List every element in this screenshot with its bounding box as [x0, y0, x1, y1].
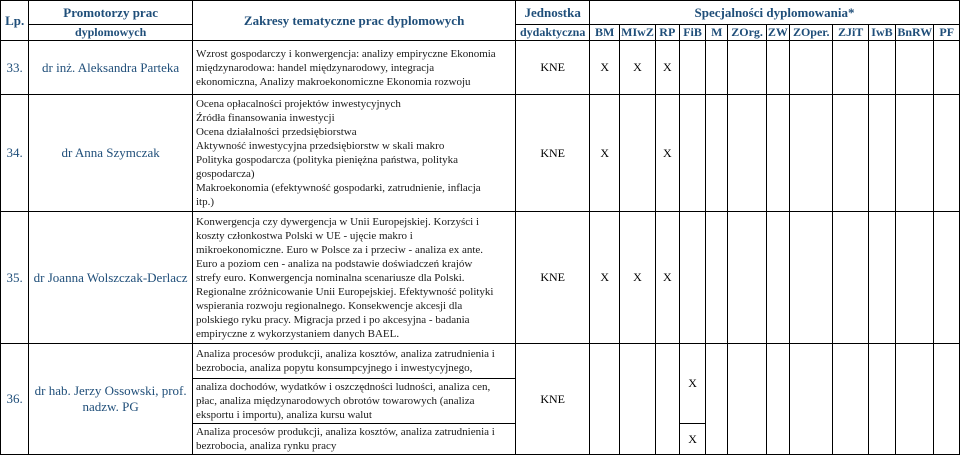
topic-line: Ocena działalności przedsiębiorstwa [195, 126, 357, 138]
spec-code: ZJiT [833, 25, 868, 41]
topic-line: Polityka gospodarcza (polityka pieniężna państwa, polityka [195, 154, 459, 166]
empty-cell [655, 344, 679, 455]
empty-cell [934, 95, 960, 212]
topic-line: Analiza procesów produkcji, analiza kosztów, analiza zatrudnienia i [195, 426, 495, 438]
topic-line: Euro a poziom cen - analiza na podstawie doświadczeń krajów [195, 257, 473, 270]
empty-cell [934, 41, 960, 95]
empty-cell [620, 95, 655, 212]
empty-cell [896, 95, 934, 212]
topic-line: mikroekonomiczne. Euro w Polsce za i przeciw - analiza ex ante. [195, 243, 484, 256]
empty-cell [728, 95, 766, 212]
spec-code: ZW [767, 25, 788, 39]
header-jednostka: Jednostka [516, 1, 590, 25]
empty-cell [896, 41, 934, 95]
topic-line: międzynarodowa: handel międzynarodowy, integracja [195, 61, 435, 74]
empty-cell [833, 212, 868, 344]
topic-line: koszty członkostwa Polski w UE - ujęcie makro i [195, 229, 413, 242]
spec-code: PF [934, 25, 960, 41]
topic-line: itp.) [195, 196, 214, 208]
empty-cell [766, 95, 789, 212]
topics-cell [192, 344, 515, 379]
topic-line: analiza dochodów, wydatków i oszczędności ludności, analiza cen, [195, 381, 491, 393]
mark-cell: X [679, 344, 705, 424]
mark-cell: X [655, 41, 679, 95]
mark-cell: X [590, 41, 620, 95]
topic-line: Regionalne zróżnicowanie Unii Europejskiej. Efektywność polityki [195, 285, 494, 298]
empty-cell [833, 41, 868, 95]
empty-cell [766, 41, 789, 95]
empty-cell [706, 41, 728, 95]
mark-cell: X [590, 212, 620, 344]
topic-line: bezrobocia, analiza popytu konsumpcyjnego i inwestycyjnego, [195, 362, 473, 374]
topics-cell [192, 41, 515, 95]
promotor-name: dr Joanna Wolszczak-Derlacz [29, 212, 193, 344]
header-lp: Lp. [1, 1, 29, 41]
topic-line: Konwergencja czy dywergencja w Unii Europejskiej. Korzyści i [195, 215, 480, 228]
topics-cell [192, 379, 515, 424]
row-number: 35. [1, 212, 29, 344]
table-row [1, 344, 960, 379]
topic-line: polskiego ryku pracy. Migracja przed i po akcesyjna - badania [195, 313, 470, 326]
spec-code: ZOper. [790, 25, 833, 41]
empty-cell [706, 344, 728, 455]
empty-cell [766, 344, 789, 455]
mark-cell: X [620, 41, 655, 95]
topic-line: empiryczne z wykorzystaniem danych BAEL. [195, 327, 400, 340]
header-promotor: Promotorzy prac [29, 1, 193, 25]
empty-cell [728, 41, 766, 95]
row-number: 36. [1, 344, 29, 455]
spec-code: RP [655, 25, 679, 41]
empty-cell [790, 95, 833, 212]
topic-line: Aktywność inwestycyjna przedsiębiorstw w skali makro [195, 140, 445, 152]
mark-cell: X [679, 424, 705, 455]
empty-cell [896, 344, 934, 455]
promotor-name-line: nadzw. PG [82, 399, 139, 414]
empty-cell [790, 212, 833, 344]
empty-cell [896, 212, 934, 344]
empty-cell [868, 212, 895, 344]
topic-line: ekonomiczna, Analizy makroekonomiczne Ekonomia rozwoju [195, 75, 471, 88]
jednostka-cell: KNE [516, 212, 590, 344]
spec-code: FiB [679, 25, 705, 41]
table-row [1, 95, 960, 212]
empty-cell [766, 212, 789, 344]
empty-cell [790, 41, 833, 95]
topic-line: Analiza procesów produkcji, analiza kosztów, analiza zatrudnienia i [195, 348, 495, 360]
empty-cell [868, 344, 895, 455]
empty-cell [679, 212, 705, 344]
promotor-name-line: dr hab. Jerzy Ossowski, prof. [34, 383, 187, 398]
header-specjalnosci: Specjalności dyplomowania* [590, 1, 960, 25]
topics-cell [192, 95, 515, 212]
topic-line: Makroekonomia (efektywność gospodarki, zatrudnienie, inflacja [195, 182, 481, 194]
empty-cell [833, 95, 868, 212]
spec-code: BM [590, 25, 620, 41]
topic-line: eksportu i importu), analiza kursu walut [195, 409, 372, 421]
empty-cell [706, 95, 728, 212]
spec-code: BnRW [897, 25, 933, 39]
empty-cell [833, 344, 868, 455]
spec-code: MIwZ [621, 25, 654, 39]
empty-cell [679, 41, 705, 95]
empty-cell [790, 344, 833, 455]
empty-cell [590, 344, 620, 455]
topic-line: bezrobocia, analiza rynku pracy [195, 440, 337, 452]
topic-line: strefy euro. Konwergencja nominalna scenariusze dla Polski. [195, 271, 465, 284]
topic-line: gospodarcza) [195, 168, 255, 180]
mark-cell: X [655, 95, 679, 212]
topics-cell [192, 424, 515, 455]
empty-cell [620, 344, 655, 455]
row-number: 34. [1, 95, 29, 212]
promotor-name [29, 344, 193, 455]
mark-cell: X [620, 212, 655, 344]
promotor-name: dr inż. Aleksandra Parteka [29, 41, 193, 95]
table-row [1, 41, 960, 95]
row-number: 33. [1, 41, 29, 95]
topics-cell [192, 212, 515, 344]
spec-code: M [706, 25, 728, 41]
empty-cell [934, 344, 960, 455]
header-promotor-sub: dyplomowych [29, 25, 193, 41]
topic-line: wspierania rozwoju regionalnego. Konsekwencje akcesji dla [195, 299, 463, 312]
mark-cell: X [655, 212, 679, 344]
spec-code: ZOrg. [728, 25, 766, 41]
jednostka-cell: KNE [516, 95, 590, 212]
empty-cell [706, 212, 728, 344]
spec-code: IwB [868, 25, 895, 41]
empty-cell [679, 95, 705, 212]
empty-cell [934, 212, 960, 344]
table-row [1, 212, 960, 344]
empty-cell [728, 212, 766, 344]
topic-line: Źródła finansowania inwestycji [195, 112, 335, 124]
mark-cell: X [590, 95, 620, 212]
empty-cell [868, 41, 895, 95]
header-zakresy: Zakresy tematyczne prac dyplomowych [192, 1, 515, 41]
promotor-name: dr Anna Szymczak [29, 95, 193, 212]
topic-line: płac, analiza międzynarodowych obrotów towarowych (analiza [195, 395, 475, 407]
empty-cell [728, 344, 766, 455]
empty-cell [868, 95, 895, 212]
jednostka-cell: KNE [516, 344, 590, 455]
topic-line: Wzrost gospodarczy i konwergencja: analizy empiryczne Ekonomia [195, 47, 496, 60]
topic-line: Ocena opłacalności projektów inwestycyjnych [195, 98, 401, 110]
header-jednostka-sub: dydaktyczna [516, 25, 590, 41]
jednostka-cell: KNE [516, 41, 590, 95]
